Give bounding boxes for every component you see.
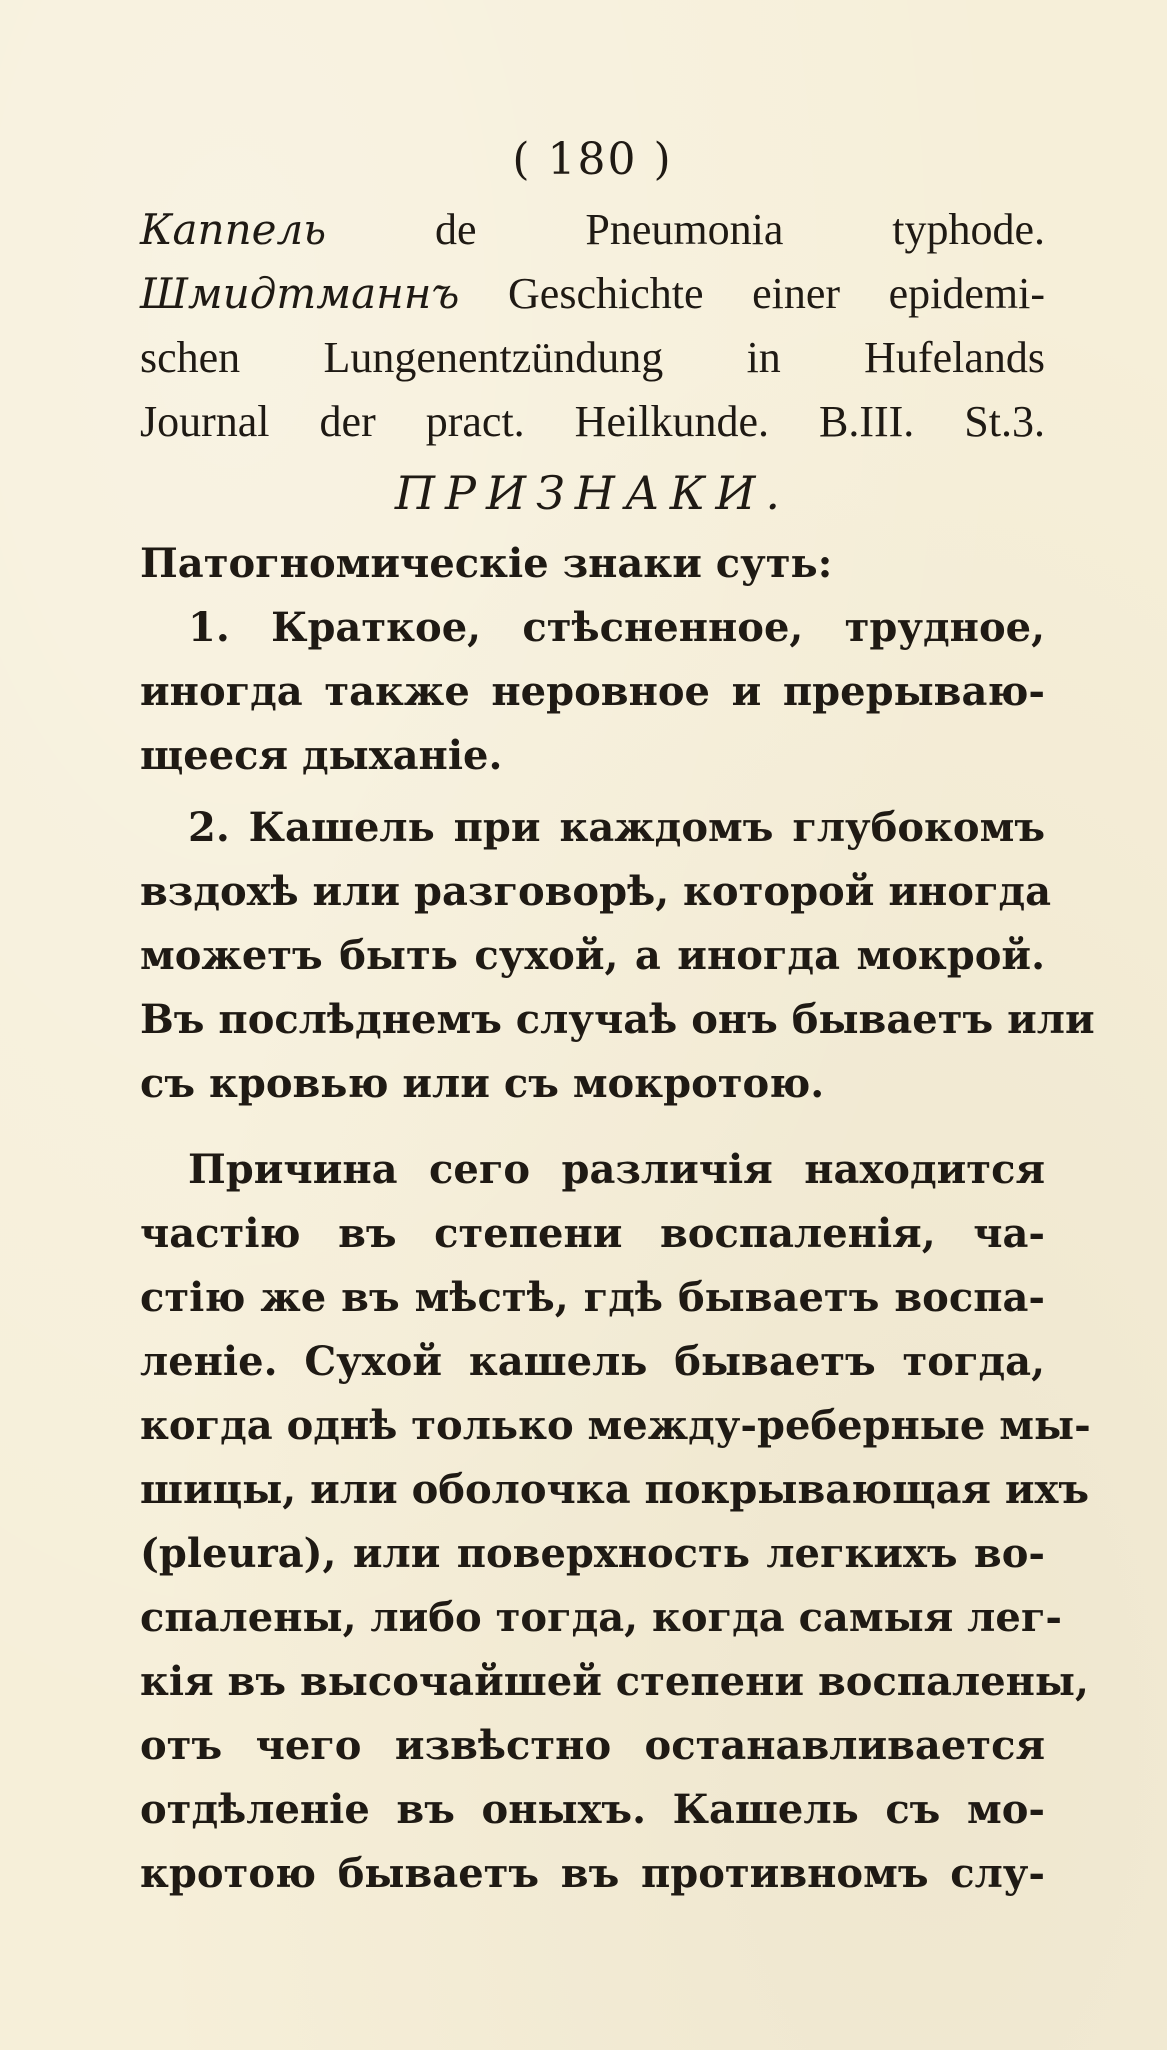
- paragraph-line: 2. Кашель при каждомъ глубокомъ: [188, 804, 1045, 851]
- page-number: ( 180 ): [512, 134, 673, 185]
- paragraph-line: шицы, или оболочка покрывающая ихъ: [140, 1466, 1090, 1513]
- paragraph-line: можетъ быть сухой, а иногда мокрой.: [140, 932, 1045, 979]
- reference-author: Шмидтманнъ: [140, 269, 460, 318]
- paragraph-line: кротою бываетъ въ противномъ слу-: [140, 1850, 1045, 1897]
- reference-line: [140, 390, 1045, 454]
- paragraph-line: Патогномическіе знаки суть:: [140, 540, 833, 587]
- paragraph-line: иногда также неровное и прерываю-: [140, 668, 1045, 715]
- paragraph-line: кія въ высочайшей степени воспалены,: [140, 1658, 1089, 1705]
- reference-text: de Pneumonia typhode.: [326, 205, 1045, 254]
- paragraph-line: отдѣленіе въ оныхъ. Кашель съ мо-: [140, 1786, 1045, 1833]
- paragraph-line: леніе. Сухой кашель бываетъ тогда,: [140, 1338, 1045, 1385]
- reference-author: Каппель: [140, 205, 327, 254]
- page-text-block: [140, 128, 1095, 1906]
- paragraph-line: (pleura), или поверхность легкихъ во-: [140, 1530, 1045, 1577]
- section-heading: ПРИЗНАКИ.: [394, 466, 791, 520]
- reference-text: Geschichte einer epidemi-: [459, 269, 1045, 318]
- reference-line: [140, 198, 1045, 262]
- paragraph-line: когда однѣ только между-реберные мы-: [140, 1402, 1091, 1449]
- reference-text: schen Lungenentzündung in Hufelands: [140, 333, 1045, 382]
- reference-text: Journal der pract. Heilkunde. B.III. St.3.: [140, 397, 1045, 446]
- paragraph-line: вздохѣ или разговорѣ, которой иногда: [140, 868, 1052, 915]
- paragraph-gap: [140, 1116, 1045, 1138]
- reference-line: [140, 262, 1045, 326]
- paragraph-line: 1. Краткое, стѣсненное, трудное,: [188, 604, 1045, 651]
- paragraph-line: стію же въ мѣстѣ, гдѣ бываетъ воспа-: [140, 1274, 1045, 1321]
- paragraph-line: спалены, либо тогда, когда самыя лег-: [140, 1594, 1062, 1641]
- paragraph-line: щееся дыханіе.: [140, 732, 503, 779]
- paragraph-line: отъ чего извѣстно останавливается: [140, 1722, 1045, 1769]
- paragraph-line: частію въ степени воспаленія, ча-: [140, 1210, 1045, 1257]
- paragraph-gap: [140, 788, 1045, 796]
- paragraph-line: Въ послѣднемъ случаѣ онъ бываетъ или: [140, 996, 1095, 1043]
- paragraph-line: Причина сего различія находится: [188, 1146, 1045, 1193]
- reference-line: [140, 326, 1045, 390]
- paragraph-line: съ кровью или съ мокротою.: [140, 1060, 825, 1107]
